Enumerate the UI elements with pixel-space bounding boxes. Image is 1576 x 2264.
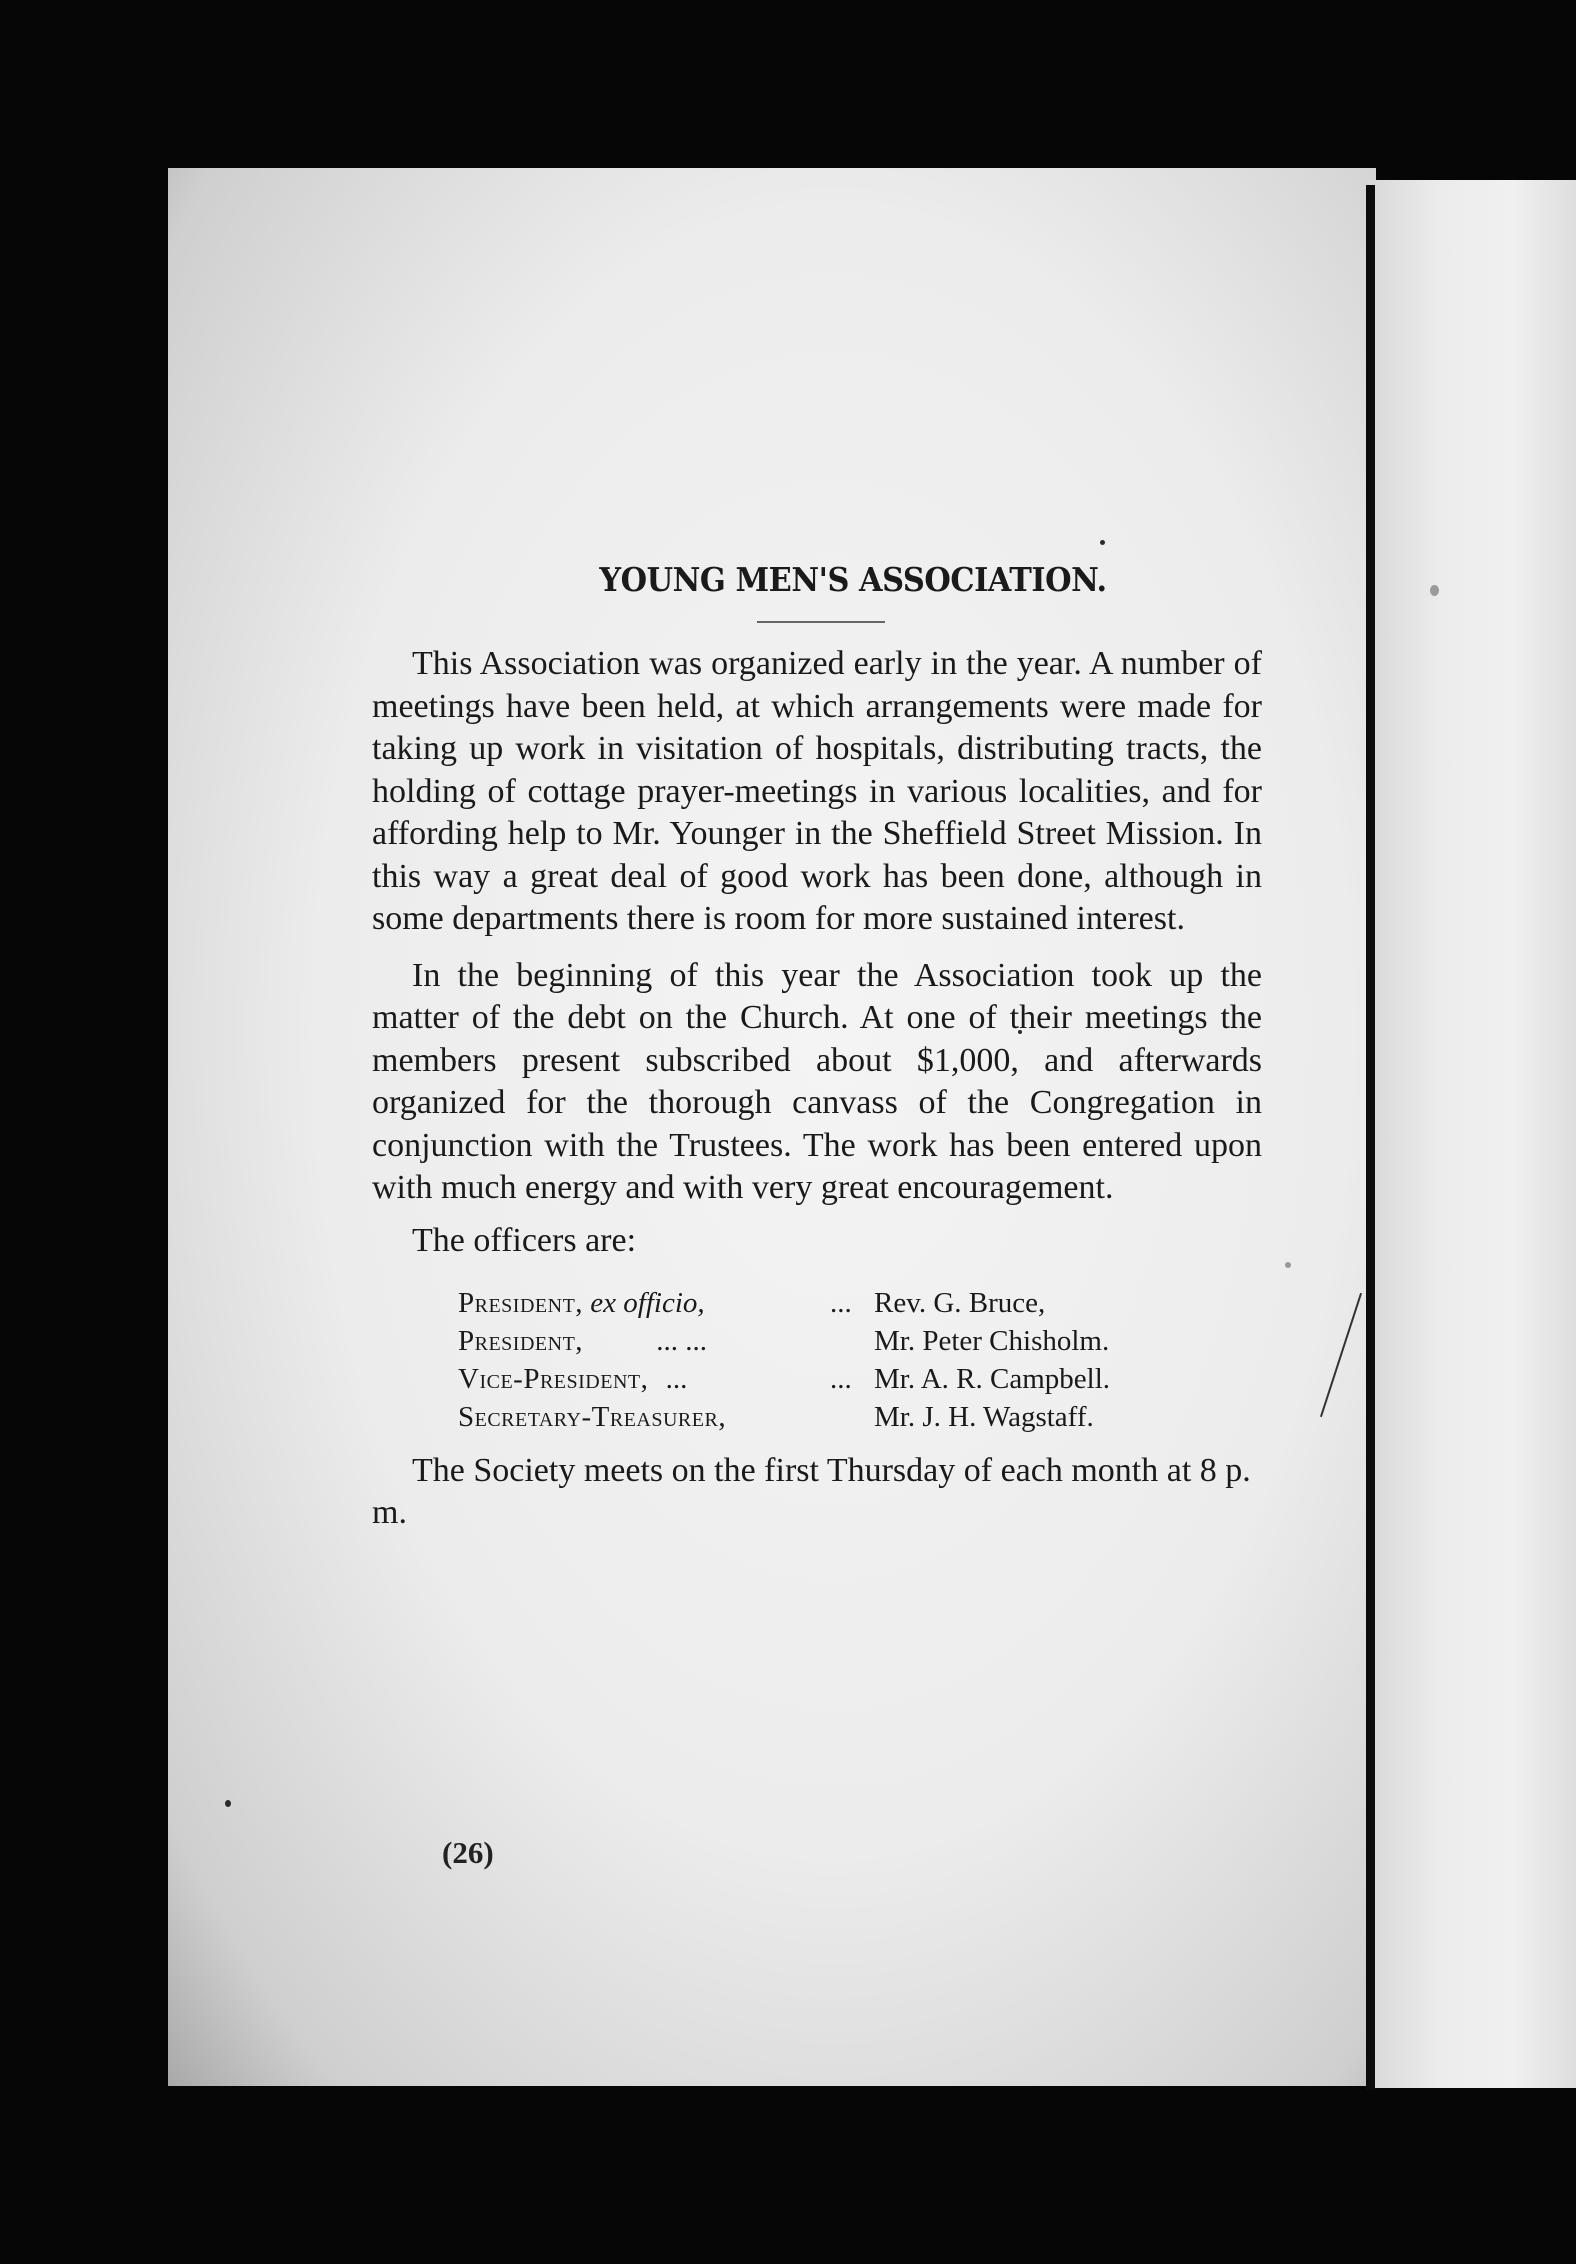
officer-role-extra: ex officio, (590, 1286, 705, 1319)
officer-role-label: Vice-President, (458, 1362, 649, 1395)
officer-name: Mr. A. R. Campbell. (874, 1362, 1111, 1395)
officer-dots: ... (830, 1286, 852, 1319)
officers-list (458, 1284, 1110, 1436)
officer-role-label: President, (458, 1324, 584, 1357)
dust-speck (1285, 1262, 1291, 1268)
officer-role-extra: ... (665, 1362, 688, 1395)
dust-speck (225, 1800, 231, 1807)
officer-row (458, 1284, 1110, 1322)
officer-name: Mr. J. H. Wagstaff. (874, 1400, 1094, 1433)
officer-row (458, 1360, 1110, 1398)
officer-dots: ... (830, 1362, 852, 1395)
officer-name: Mr. Peter Chisholm. (874, 1324, 1110, 1357)
paragraph-2: In the beginning of this year the Association took up the matter of the debt on the Church. At one of their meetings the members present subscribed about $1,000, and afterwards organized for the thorough canvass of the Congregation in conjunction with the Trustees. The work has been entered upon with much energy and with very great encouragement. (372, 956, 1262, 1206)
meeting-note: The Society meets on the first Thursday of each month at 8 p. m. (372, 1451, 1251, 1531)
title-rule (757, 621, 885, 623)
right-page-edge (1368, 180, 1576, 2088)
officers-intro: The officers are: (412, 1221, 637, 1259)
officer-role-extra: ... ... (656, 1324, 708, 1357)
dust-speck (1100, 540, 1105, 545)
officer-role-label: Secretary-Treasurer, (458, 1400, 727, 1433)
officer-row (458, 1322, 1110, 1360)
officer-dots (830, 1322, 874, 1360)
page-title: YOUNG MEN'S ASSOCIATION. (599, 560, 1107, 599)
dust-speck (1430, 585, 1439, 596)
officer-dots (830, 1398, 874, 1436)
officer-role (458, 1398, 830, 1436)
page-number: (26) (442, 1835, 494, 1870)
officer-row (458, 1398, 1110, 1436)
officer-name: Rev. G. Bruce, (874, 1286, 1046, 1319)
officer-role (458, 1322, 830, 1360)
paragraph-1: This Association was organized early in the year. A number of meetings have been held, at which arrangements were made for taking up work in visitation of hospitals, distributing tracts, the holding of cottage prayer-meetings in various localities, and for affording help to Mr. Younger in the Sheffield Street Mission. In this way a great deal of good work has been done, although in some departments there is room for more sustained interest. (372, 645, 1262, 937)
page-text (372, 560, 1262, 1534)
officer-role (458, 1284, 830, 1322)
officer-role-label: President, (458, 1286, 584, 1319)
officer-role (458, 1360, 830, 1398)
book-gutter (1366, 185, 1375, 2090)
